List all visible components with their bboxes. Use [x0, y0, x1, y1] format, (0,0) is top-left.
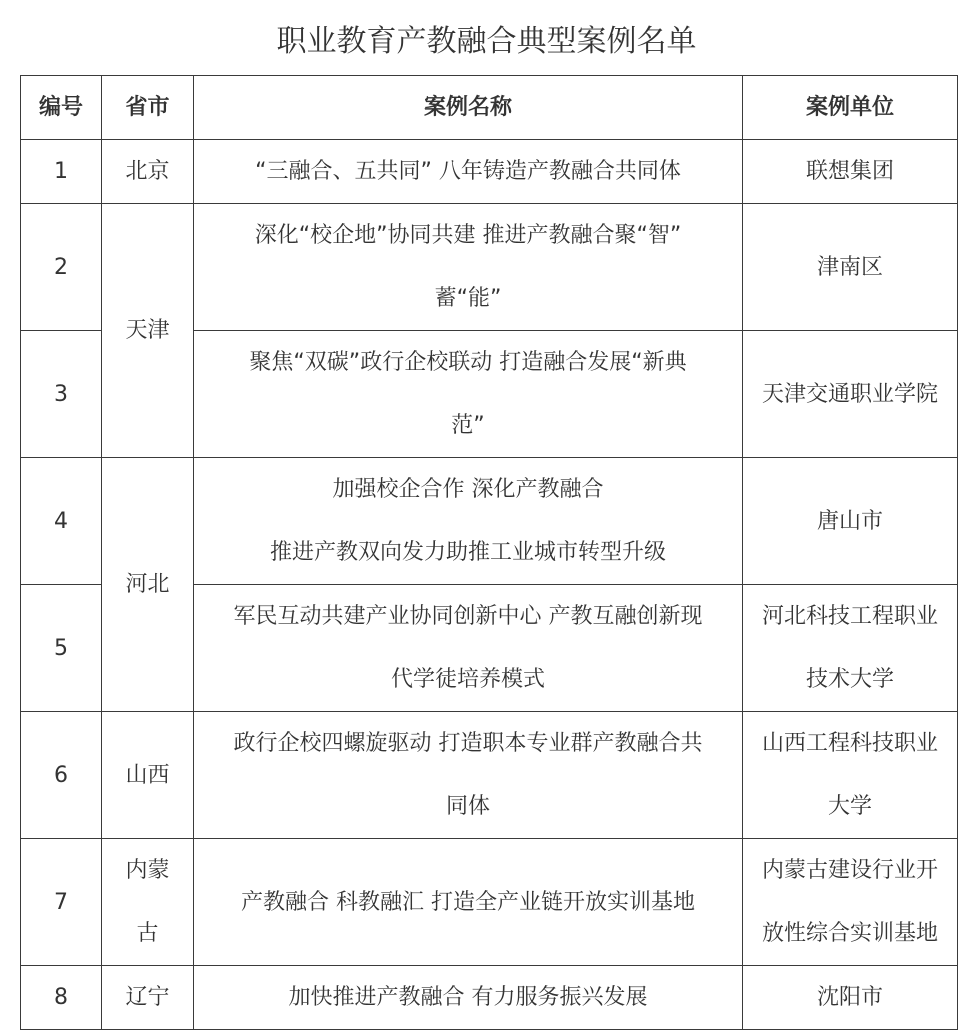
cell-no: 2: [21, 204, 102, 331]
cell-unit: 沈阳市: [743, 966, 958, 1030]
cell-case-name: “三融合、五共同” 八年铸造产教融合共同体: [194, 140, 743, 204]
cell-province: [102, 839, 194, 966]
cell-unit: 津南区: [743, 204, 958, 331]
case-name-line: 同体: [445, 794, 490, 819]
header-unit: 案例单位: [743, 76, 958, 140]
province-line: 内蒙: [125, 858, 170, 883]
cell-no: 8: [21, 966, 102, 1030]
cell-case-name: [194, 331, 743, 458]
table-row: [21, 839, 958, 966]
table-row: [21, 966, 958, 1030]
case-name-line: 代学徒培养模式: [390, 667, 545, 692]
header-no: 编号: [21, 76, 102, 140]
header-province: 省市: [102, 76, 194, 140]
case-table: [20, 75, 958, 1030]
header-case-name: 案例名称: [194, 76, 743, 140]
case-name-line: 聚焦“双碳”政行企校联动 打造融合发展“新典: [249, 350, 687, 375]
unit-line: 山西工程科技职业: [761, 731, 938, 756]
table-header-row: [21, 76, 958, 140]
cell-province: 河北: [102, 458, 194, 712]
unit-line: 内蒙古建设行业开: [761, 858, 938, 883]
cell-province: 辽宁: [102, 966, 194, 1030]
cell-no: 4: [21, 458, 102, 585]
cell-province: 山西: [102, 712, 194, 839]
cell-no: 5: [21, 585, 102, 712]
cell-case-name: 加快推进产教融合 有力服务振兴发展: [194, 966, 743, 1030]
case-name-line: 政行企校四螺旋驱动 打造职本专业群产教融合共: [233, 731, 703, 756]
cell-no: 3: [21, 331, 102, 458]
cell-case-name: [194, 712, 743, 839]
case-name-line: 范”: [451, 413, 485, 438]
cell-case-name: 产教融合 科教融汇 打造全产业链开放实训基地: [194, 839, 743, 966]
cell-case-name: [194, 204, 743, 331]
cell-province: 天津: [102, 204, 194, 458]
unit-line: 河北科技工程职业: [761, 604, 938, 629]
cell-unit: [743, 839, 958, 966]
cell-no: 1: [21, 140, 102, 204]
cell-province: 北京: [102, 140, 194, 204]
unit-line: 技术大学: [805, 667, 894, 692]
table-row: [21, 204, 958, 331]
case-name-line: 蓄“能”: [434, 286, 502, 311]
case-name-line: 深化“校企地”协同共建 推进产教融合聚“智”: [254, 223, 682, 248]
cell-no: 7: [21, 839, 102, 966]
cell-unit: 天津交通职业学院: [743, 331, 958, 458]
province-line: 古: [136, 921, 159, 946]
table-row: [21, 140, 958, 204]
case-name-line: 加强校企合作 深化产教融合: [332, 477, 604, 502]
cell-unit: 联想集团: [743, 140, 958, 204]
cell-unit: [743, 585, 958, 712]
page-title: 职业教育产教融合典型案例名单: [276, 24, 697, 59]
unit-line: 放性综合实训基地: [761, 921, 938, 946]
case-name-line: 推进产教双向发力助推工业城市转型升级: [269, 540, 666, 565]
cell-no: 6: [21, 712, 102, 839]
cell-case-name: [194, 585, 743, 712]
unit-line: 大学: [827, 794, 872, 819]
table-row: [21, 712, 958, 839]
cell-unit: 唐山市: [743, 458, 958, 585]
cell-unit: [743, 712, 958, 839]
cell-case-name: [194, 458, 743, 585]
case-name-line: 军民互动共建产业协同创新中心 产教互融创新现: [233, 604, 703, 629]
table-row: [21, 458, 958, 585]
